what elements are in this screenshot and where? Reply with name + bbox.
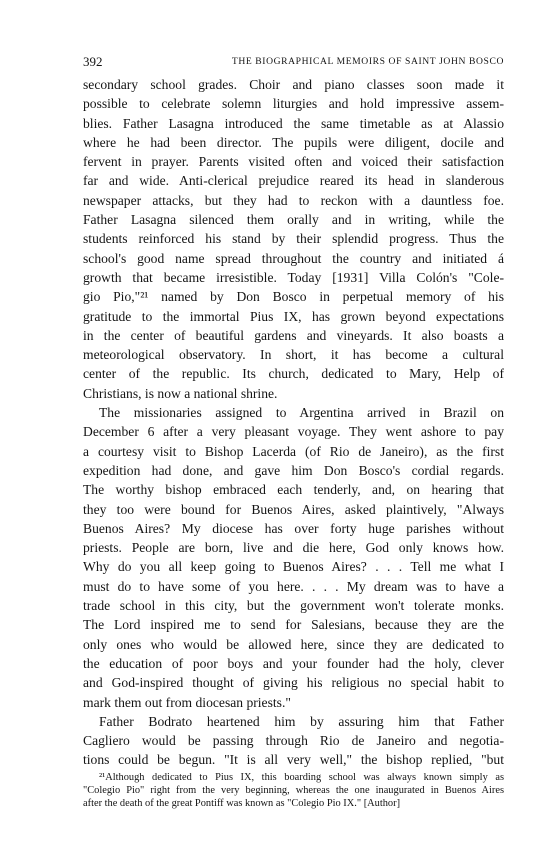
- body-line: meteorological observatory. In short, it has become a cultural: [83, 347, 504, 363]
- body-line: Cagliero would be passing through Rio de Janeiro and negotia-: [83, 733, 504, 749]
- body-line: center of the republic. Its church, dedicated to Mary, Help of: [83, 366, 504, 382]
- body-line: Why do you all keep going to Buenos Aires? . . . Tell me what I: [83, 559, 504, 575]
- body-line: Christians, is now a national shrine.: [83, 385, 278, 401]
- body-line: blies. Father Lasagna introduced the same timetable as at Alassio: [83, 115, 504, 131]
- body-line: fervent in prayer. Parents visited often and voiced their satisfaction: [83, 154, 504, 170]
- body-line: the education of poor boys and your founder had the holy, clever: [83, 655, 504, 671]
- body-line: a courtesy visit to Bishop Lacerda (of Rio de Janeiro), as the first: [83, 443, 504, 459]
- footnote-line: after the death of the great Pontiff was known as "Colegio Pio IX." [Author]: [83, 798, 401, 810]
- body-line: tions could be begun. "It is all very well," the bishop replied, "but: [83, 752, 504, 768]
- body-line: secondary school grades. Choir and piano classes soon made it: [83, 77, 504, 92]
- body-line: The worthy bishop embraced each tenderly, and, on hearing that: [83, 482, 504, 498]
- body-line: The missionaries assigned to Argentina arrived in Brazil on: [99, 405, 504, 421]
- body-line: trade school in this city, but the government won't tolerate monks.: [83, 598, 504, 614]
- body-line: they too were bound for Buenos Aires, asked plaintively, "Always: [83, 501, 504, 517]
- footnote: [83, 771, 504, 811]
- running-head: THE BIOGRAPHICAL MEMOIRS OF SAINT JOHN BOSCO: [231, 56, 504, 67]
- body-line: growth that became irresistible. Today [1931] Villa Colón's "Cole-: [83, 269, 504, 285]
- body-line: newspaper attacks, but they had to reckon with a dauntless foe.: [83, 192, 504, 208]
- page-number: 392: [83, 54, 103, 69]
- body-line: possible to celebrate solemn liturgies and hold impressive assem-: [83, 96, 504, 112]
- body-line: The Lord inspired me to send for Salesians, because they are the: [83, 617, 504, 633]
- body-line: gio Pio,"²¹ named by Don Bosco in perpetual memory of his: [83, 289, 504, 305]
- body-line: school's good name spread throughout the country and initiated á: [83, 250, 504, 266]
- body-line: priests. People are born, live and die here, God only knows how.: [83, 540, 504, 556]
- body-line: students reinforced his stand by their splendid progress. Thus the: [83, 231, 504, 247]
- footnote-line: "Colegio Pio" right from the very beginning, whereas the one inaugurated in Buenos Aires: [83, 785, 504, 797]
- body-line: expedition had done, and gave him Don Bosco's cordial regards.: [83, 462, 504, 478]
- body-line: must do to have some of you here. . . . My dream was to have a: [83, 578, 504, 594]
- body-line: December 6 after a very pleasant voyage. They went ashore to pay: [83, 424, 504, 440]
- body-line: mark them out from diocesan priests.": [83, 694, 291, 710]
- body-text: [83, 75, 504, 770]
- footnote-line: ²¹Although dedicated to Pius IX, this boarding school was always known simply as: [99, 772, 504, 783]
- body-line: Father Lasagna silenced them orally and in writing, while the: [83, 212, 504, 228]
- body-line: Father Bodrato heartened him by assuring him that Father: [99, 713, 504, 729]
- body-line: and God-inspired thought of giving his religious no special habit to: [83, 675, 504, 691]
- body-line: only ones who would be allowed here, since they are dedicated to: [83, 636, 504, 652]
- body-line: far and wide. Anti-clerical prejudice reared its head in slanderous: [83, 173, 504, 189]
- page-header: [83, 54, 504, 70]
- body-line: where he had been director. The pupils were diligent, docile and: [83, 134, 504, 150]
- body-line: gratitude to the immortal Pius IX, has grown beyond expectations: [83, 308, 504, 324]
- body-line: Buenos Aires? My diocese has over forty huge parishes without: [83, 520, 504, 536]
- body-line: in the center of beautiful gardens and vineyards. It also boasts a: [83, 327, 504, 343]
